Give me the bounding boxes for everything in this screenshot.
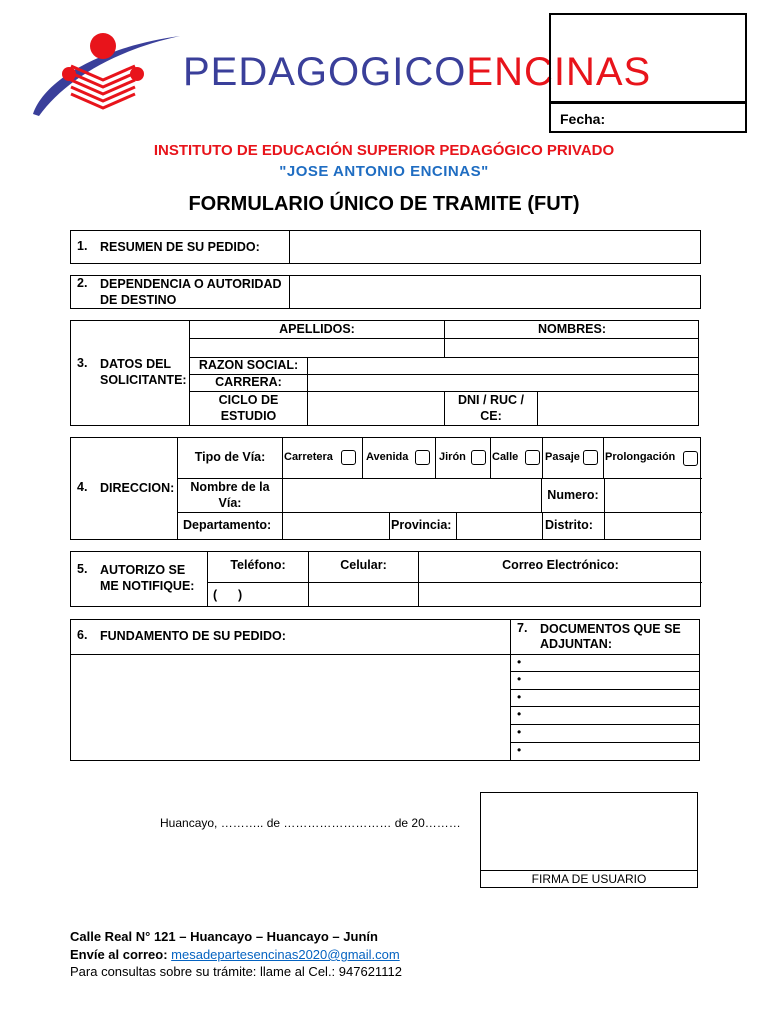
via-option-label: Prolongación bbox=[605, 451, 676, 463]
via-option-label: Calle bbox=[492, 451, 519, 463]
section-5-number: 5. bbox=[77, 562, 88, 576]
section-4-label: DIRECCION: bbox=[100, 481, 175, 495]
via-option-label: Avenida bbox=[366, 451, 409, 463]
fecha-label: Fecha: bbox=[560, 111, 606, 127]
via-option-prolongacion[interactable] bbox=[603, 438, 702, 478]
apellidos-input[interactable] bbox=[190, 338, 444, 357]
numero-input[interactable] bbox=[604, 479, 702, 513]
carrera-row bbox=[190, 374, 699, 391]
ciclo-label-line1: CICLO DE bbox=[218, 393, 279, 407]
resumen-input[interactable] bbox=[289, 231, 701, 263]
document-item-1[interactable] bbox=[511, 654, 699, 671]
carrera-label: CARRERA: bbox=[215, 375, 282, 389]
datos-grid bbox=[189, 321, 699, 425]
section-5-label-line2: ME NOTIFIQUE: bbox=[100, 579, 195, 593]
bullet-icon: • bbox=[517, 655, 522, 669]
telefono-input[interactable] bbox=[208, 582, 308, 606]
departamento-row bbox=[178, 512, 702, 539]
telefono-parens: ( ) bbox=[213, 588, 243, 602]
ciclo-dni-row bbox=[190, 391, 699, 425]
bullet-icon: • bbox=[517, 672, 522, 686]
provincia-label: Provincia: bbox=[391, 518, 452, 532]
nombre-via-label-line1: Nombre de la bbox=[190, 480, 270, 494]
provincia-input[interactable] bbox=[456, 513, 542, 540]
provincia-label-cell bbox=[389, 513, 456, 540]
telefono-label: Teléfono: bbox=[230, 558, 286, 572]
checkbox-icon[interactable] bbox=[683, 451, 698, 466]
section-5-notificacion bbox=[70, 551, 701, 607]
signature-box[interactable] bbox=[480, 792, 698, 888]
correo-label: Correo Electrónico: bbox=[502, 558, 619, 572]
nombres-input[interactable] bbox=[444, 338, 699, 357]
bullet-icon: • bbox=[517, 707, 522, 721]
via-option-calle[interactable] bbox=[490, 438, 542, 478]
section-6-fundamento bbox=[70, 619, 700, 761]
via-option-carretera[interactable] bbox=[282, 438, 362, 478]
ciclo-label-line2: ESTUDIO bbox=[220, 409, 277, 423]
dni-label-line2: CE: bbox=[480, 409, 502, 423]
form-title: FORMULARIO ÚNICO DE TRAMITE (FUT) bbox=[188, 193, 580, 215]
via-option-pasaje[interactable] bbox=[542, 438, 603, 478]
dependencia-input[interactable] bbox=[289, 276, 701, 308]
logo-text-encinas: ENCINAS bbox=[466, 50, 652, 94]
tipo-via-label: Tipo de Vía: bbox=[194, 450, 266, 464]
section-3-label-line1: DATOS DEL bbox=[100, 357, 172, 371]
via-option-label: Carretera bbox=[284, 451, 333, 463]
section-7-documentos bbox=[510, 620, 699, 760]
bullet-icon: • bbox=[517, 743, 522, 757]
firma-label: FIRMA DE USUARIO bbox=[481, 870, 697, 887]
footer-address: Calle Real N° 121 – Huancayo – Huancayo – Junín bbox=[70, 929, 378, 944]
document-item-6[interactable] bbox=[511, 742, 699, 760]
section-4-direccion bbox=[70, 437, 701, 540]
institute-subname: "JOSE ANTONIO ENCINAS" bbox=[279, 163, 489, 180]
checkbox-icon[interactable] bbox=[471, 450, 486, 465]
nombre-via-row bbox=[178, 478, 702, 512]
footer-email-label: Envíe al correo: bbox=[70, 947, 172, 962]
section-7-number: 7. bbox=[517, 621, 528, 635]
section-2-dependencia bbox=[70, 275, 701, 309]
fecha-box[interactable] bbox=[549, 102, 747, 133]
section-3-datos bbox=[70, 320, 699, 426]
section-2-label-line2: DE DESTINO bbox=[100, 293, 177, 307]
section-6-label: FUNDAMENTO DE SU PEDIDO: bbox=[100, 629, 286, 643]
razon-social-input[interactable] bbox=[307, 358, 699, 375]
departamento-label: Departamento: bbox=[183, 518, 272, 532]
carrera-input[interactable] bbox=[307, 375, 699, 392]
dni-label-line1: DNI / RUC / bbox=[458, 393, 524, 407]
nombre-via-label-line2: Vía: bbox=[218, 496, 242, 510]
section-2-number: 2. bbox=[77, 276, 88, 290]
via-option-avenida[interactable] bbox=[362, 438, 435, 478]
section-4-number: 4. bbox=[77, 480, 88, 494]
distrito-label-cell bbox=[542, 513, 604, 540]
section-5-label-line1: AUTORIZO SE bbox=[100, 563, 186, 577]
fundamento-textarea[interactable] bbox=[71, 654, 510, 760]
section-1-number: 1. bbox=[77, 239, 88, 253]
via-option-label: Pasaje bbox=[545, 451, 580, 463]
document-item-4[interactable] bbox=[511, 706, 699, 724]
nombre-via-input[interactable] bbox=[282, 479, 541, 513]
checkbox-icon[interactable] bbox=[415, 450, 430, 465]
nombres-label: NOMBRES: bbox=[537, 322, 607, 336]
razon-social-row bbox=[190, 357, 699, 374]
dni-input[interactable] bbox=[537, 392, 699, 426]
ciclo-input[interactable] bbox=[307, 392, 444, 426]
checkbox-icon[interactable] bbox=[583, 450, 598, 465]
contact-grid bbox=[207, 552, 701, 606]
bullet-icon: • bbox=[517, 725, 522, 739]
footer-email-link[interactable]: mesadepartesencinas2020@gmail.com bbox=[171, 947, 400, 962]
document-item-2[interactable] bbox=[511, 671, 699, 689]
date-line: Huancayo, ……….. de ……………………… de 20……… bbox=[160, 816, 461, 830]
bullet-icon: • bbox=[517, 690, 522, 704]
section-2-label-line1: DEPENDENCIA O AUTORIDAD bbox=[100, 277, 282, 291]
logo-text-pedagogico: PEDAGOGICO bbox=[183, 50, 467, 94]
distrito-label: Distrito: bbox=[545, 518, 593, 532]
section-6-number: 6. bbox=[77, 628, 88, 642]
section-3-number: 3. bbox=[77, 356, 88, 370]
correo-input[interactable] bbox=[418, 582, 702, 606]
celular-label: Celular: bbox=[340, 558, 387, 572]
document-item-3[interactable] bbox=[511, 689, 699, 706]
departamento-input[interactable] bbox=[282, 513, 389, 540]
institute-name: INSTITUTO DE EDUCACIÓN SUPERIOR PEDAGÓGICO PRIVADO bbox=[153, 142, 615, 159]
checkbox-icon[interactable] bbox=[341, 450, 356, 465]
celular-input[interactable] bbox=[308, 582, 418, 606]
numero-label-cell bbox=[541, 479, 604, 513]
footer-consultas: Para consultas sobre su trámite: llame al Cel.: 947621112 bbox=[70, 964, 402, 979]
via-option-jiron[interactable] bbox=[435, 438, 490, 478]
via-option-label: Jirón bbox=[439, 451, 466, 463]
footer-email-line bbox=[70, 946, 400, 964]
dni-label-cell bbox=[444, 392, 537, 426]
document-item-5[interactable] bbox=[511, 724, 699, 742]
section-1-resumen bbox=[70, 230, 701, 264]
section-7-label-line1: DOCUMENTOS QUE SE bbox=[540, 622, 681, 636]
section-1-label: RESUMEN DE SU PEDIDO: bbox=[100, 240, 260, 254]
checkbox-icon[interactable] bbox=[525, 450, 540, 465]
distrito-input[interactable] bbox=[604, 513, 702, 540]
section-3-label-line2: SOLICITANTE: bbox=[100, 373, 187, 387]
logo-emblem bbox=[25, 28, 185, 120]
photo-box bbox=[549, 13, 747, 103]
apellidos-label: APELLIDOS: bbox=[279, 322, 355, 336]
direccion-grid bbox=[177, 438, 701, 539]
section-7-label-line2: ADJUNTAN: bbox=[540, 637, 612, 651]
numero-label: Numero: bbox=[547, 488, 599, 502]
razon-social-label: RAZON SOCIAL: bbox=[198, 358, 299, 372]
